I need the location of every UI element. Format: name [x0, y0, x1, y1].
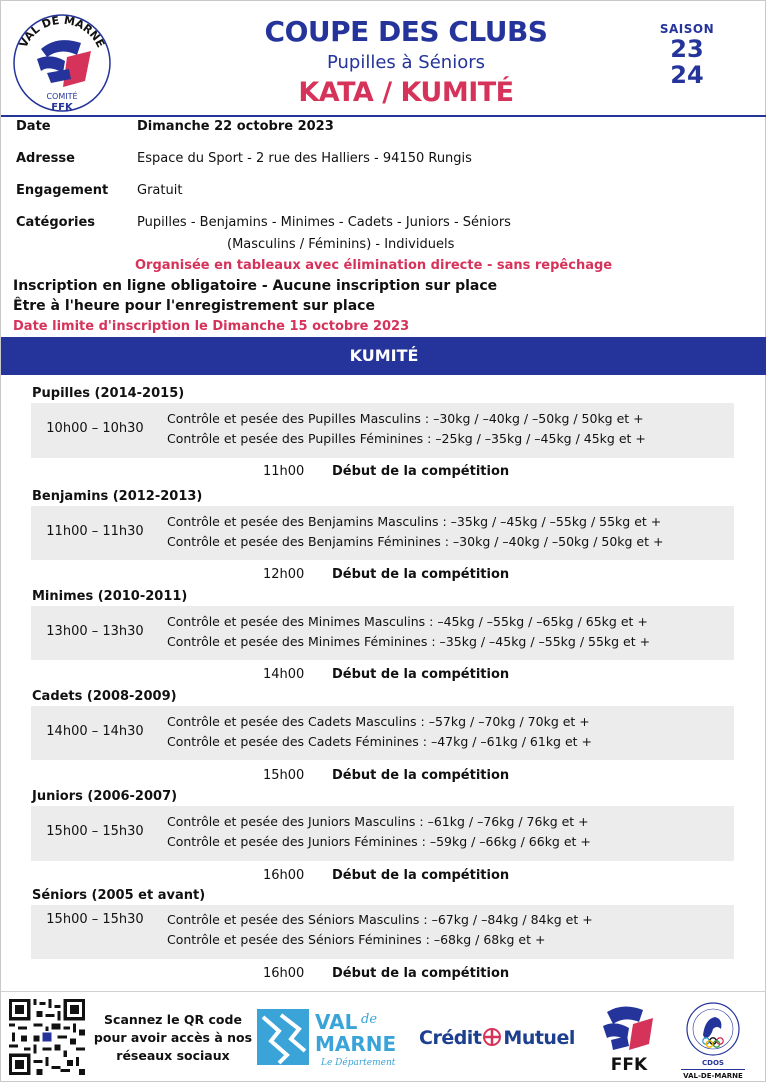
svg-text:de: de	[361, 1012, 378, 1027]
start-time: 16h00	[263, 868, 305, 883]
date-value: Dimanche 22 octobre 2023	[137, 119, 334, 134]
category-title: Benjamins (2012-2013)	[32, 489, 203, 504]
svg-text:MARNE: MARNE	[315, 1032, 397, 1056]
start-label: Début de la compétition	[332, 567, 510, 582]
header-divider	[1, 115, 766, 117]
svg-text:COMITÉ: COMITÉ	[46, 92, 78, 101]
svg-text:Le Département: Le Département	[321, 1058, 396, 1068]
event-title: COUPE DES CLUBS	[264, 15, 548, 48]
weigh-in-time: 15h00 – 15h30	[46, 824, 144, 839]
svg-text:VAL-DE-MARNE: VAL-DE-MARNE	[683, 1072, 743, 1079]
start-time: 15h00	[263, 768, 305, 783]
event-subtitle: Pupilles à Séniors	[326, 52, 485, 73]
weigh-in-time: 15h00 – 15h30	[46, 912, 144, 927]
categories-sub: (Masculins / Féminins) - Individuels	[227, 237, 455, 252]
address-label: Adresse	[16, 151, 75, 166]
schedule-box	[31, 806, 734, 861]
start-label: Début de la compétition	[332, 768, 510, 783]
qr-instructions: Scannez le QR code pour avoir accès à nos réseaux sociaux	[93, 1012, 253, 1063]
start-time: 11h00	[263, 464, 305, 479]
kumite-band: KUMITÉ	[1, 337, 766, 375]
categories-value: Pupilles - Benjamins - Minimes - Cadets - Juniors - Séniors	[137, 215, 511, 230]
start-time: 14h00	[263, 667, 305, 682]
weigh-in-masculins: Contrôle et pesée des Minimes Masculins : –45kg / –55kg / –65kg / 65kg et +	[167, 614, 648, 629]
weigh-in-time: 14h00 – 14h30	[46, 724, 144, 739]
weigh-in-time: 13h00 – 13h30	[46, 624, 144, 639]
footer-divider	[1, 991, 766, 992]
saison-badge	[651, 22, 723, 88]
weigh-in-feminines: Contrôle et pesée des Cadets Féminines : –47kg / –61kg / 61kg et +	[167, 734, 593, 749]
credit-mutuel-word1: Crédit	[419, 1027, 482, 1049]
weigh-in-masculins: Contrôle et pesée des Séniors Masculins : –67kg / –84kg / 84kg et +	[167, 912, 593, 927]
weigh-in-masculins: Contrôle et pesée des Benjamins Masculins : –35kg / –45kg / –55kg / 55kg et +	[167, 514, 662, 529]
weigh-in-feminines: Contrôle et pesée des Pupilles Féminines : –25kg / –35kg / –45kg / 45kg et +	[167, 431, 646, 446]
svg-text:VAL: VAL	[315, 1010, 358, 1034]
arrival-note: Être à l'heure pour l'enregistrement sur place	[13, 298, 375, 314]
weigh-in-masculins: Contrôle et pesée des Cadets Masculins : –57kg / –70kg / 70kg et +	[167, 714, 590, 729]
start-label: Début de la compétition	[332, 464, 510, 479]
svg-text:FFK: FFK	[51, 102, 73, 113]
event-discipline: KATA / KUMITÉ	[298, 77, 514, 108]
start-label: Début de la compétition	[332, 868, 510, 883]
weigh-in-feminines: Contrôle et pesée des Benjamins Féminines : –30kg / –40kg / –50kg / 50kg et +	[167, 534, 664, 549]
organisation-note: Organisée en tableaux avec élimination directe - sans repêchage	[135, 258, 613, 273]
credit-mutuel-icon	[482, 1028, 502, 1046]
credit-mutuel-logo	[419, 1027, 575, 1049]
saison-year-start: 23	[670, 35, 704, 63]
weigh-in-feminines: Contrôle et pesée des Juniors Féminines : –59kg / –66kg / 66kg et +	[167, 834, 591, 849]
engagement-value: Gratuit	[137, 183, 183, 198]
category-title: Séniors (2005 et avant)	[32, 888, 206, 903]
start-time: 16h00	[263, 966, 305, 981]
deadline-note: Date limite d'inscription le Dimanche 15 octobre 2023	[13, 319, 410, 334]
category-title: Pupilles (2014-2015)	[32, 386, 185, 401]
weigh-in-masculins: Contrôle et pesée des Juniors Masculins : –61kg / –76kg / 76kg et +	[167, 814, 589, 829]
qr-code[interactable]	[9, 999, 85, 1075]
schedule-box	[31, 606, 734, 660]
start-label: Début de la compétition	[332, 966, 510, 981]
address-value: Espace du Sport - 2 rue des Halliers - 94150 Rungis	[137, 151, 472, 166]
svg-text:CDOS: CDOS	[702, 1059, 724, 1067]
category-title: Juniors (2006-2007)	[32, 789, 178, 804]
start-time: 12h00	[263, 567, 305, 582]
category-title: Minimes (2010-2011)	[32, 589, 188, 604]
saison-label: SAISON	[659, 22, 715, 36]
engagement-label: Engagement	[16, 183, 109, 198]
schedule-box	[31, 905, 734, 959]
val-de-marne-departement-logo	[257, 1007, 405, 1069]
weigh-in-masculins: Contrôle et pesée des Pupilles Masculins : –30kg / –40kg / –50kg / 50kg et +	[167, 411, 644, 426]
ffk-logo	[597, 1002, 661, 1074]
categories-label: Catégories	[16, 215, 96, 230]
svg-text:VAL DE MARNE: VAL DE MARNE	[16, 13, 108, 50]
val-de-marne-ffk-logo	[11, 7, 113, 115]
date-label: Date	[16, 119, 51, 134]
start-label: Début de la compétition	[332, 667, 510, 682]
credit-mutuel-word2: Mutuel	[503, 1027, 575, 1049]
cdos-val-de-marne-logo	[675, 999, 751, 1079]
schedule-box	[31, 506, 734, 560]
weigh-in-feminines: Contrôle et pesée des Séniors Féminines : –68kg / 68kg et +	[167, 932, 546, 947]
inscription-note: Inscription en ligne obligatoire - Aucune inscription sur place	[13, 278, 498, 294]
category-title: Cadets (2008-2009)	[32, 689, 177, 704]
weigh-in-time: 11h00 – 11h30	[46, 524, 144, 539]
schedule-box	[31, 403, 734, 458]
schedule-box	[31, 706, 734, 760]
weigh-in-time: 10h00 – 10h30	[46, 421, 144, 436]
svg-text:FFK: FFK	[610, 1055, 648, 1074]
weigh-in-feminines: Contrôle et pesée des Minimes Féminines : –35kg / –45kg / –55kg / 55kg et +	[167, 634, 651, 649]
saison-year-end: 24	[670, 61, 704, 89]
